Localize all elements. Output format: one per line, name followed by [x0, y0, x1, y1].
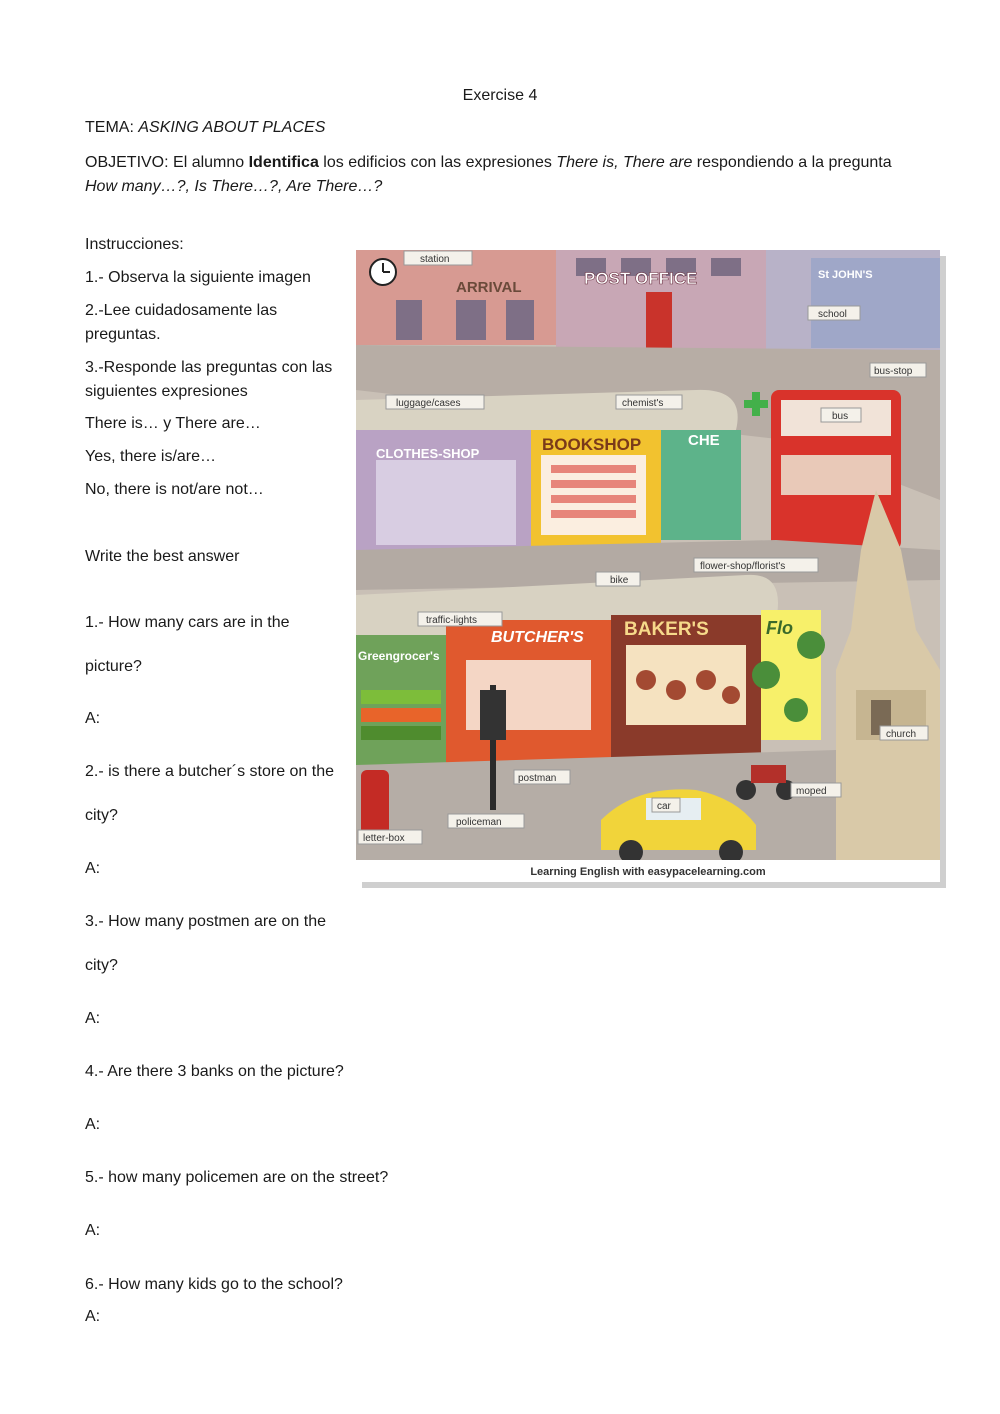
label-bus-stop: bus-stop — [874, 366, 913, 377]
exercise-title: Exercise 4 — [462, 87, 538, 104]
question-4: 4.- Are there 3 banks on the picture? — [85, 1063, 344, 1080]
objetivo-bold: Identifica — [248, 154, 319, 171]
tema-line — [85, 118, 325, 138]
instruction-step: No, there is not/are not… — [85, 481, 264, 498]
picture-credit: Learning English with easypacelearning.com — [530, 866, 766, 878]
label-bus: bus — [832, 411, 849, 422]
label-station: station — [420, 254, 450, 265]
question-1: 1.- How many cars are in the — [85, 614, 290, 631]
instruction-step: siguientes expresiones — [85, 383, 248, 400]
question-2: 2.- is there a butcher´s store on the — [85, 763, 335, 780]
objetivo-paragraph — [85, 151, 925, 199]
label-flower-shop: flower-shop/florist's — [700, 561, 786, 572]
answer-label: A: — [85, 710, 101, 727]
instructions-heading: Instrucciones: — [85, 236, 184, 253]
question-5: 5.- how many policemen are on the street? — [85, 1169, 389, 1186]
objetivo-text-1: OBJETIVO: El alumno — [85, 154, 249, 171]
instruction-step: There is… y There are… — [85, 415, 261, 432]
label-car: car — [657, 801, 671, 812]
objetivo-text-2: los edificios con las expresiones — [318, 154, 557, 171]
label-traffic-lights: traffic-lights — [426, 615, 477, 626]
sign-bakers: BAKER'S — [624, 619, 709, 640]
label-bike: bike — [610, 575, 629, 586]
label-moped: moped — [796, 786, 827, 797]
sign-post-office: POST OFFICE — [584, 269, 698, 288]
label-church: church — [886, 729, 917, 740]
label-school: school — [818, 309, 847, 320]
sign-butchers: BUTCHER'S — [491, 629, 584, 646]
objetivo-text-3: respondiendo a la pregunta — [692, 154, 892, 171]
label-policeman: policeman — [456, 817, 502, 828]
write-label: Write the best answer — [85, 548, 240, 565]
objetivo-italic-2: How many…?, Is There…?, Are There…? — [85, 178, 383, 195]
answer-label: A: — [85, 1010, 101, 1027]
sign-chemist: CHE — [688, 432, 720, 449]
instruction-step: 2.-Lee cuidadosamente las — [85, 302, 278, 319]
question-6: 6.- How many kids go to the school? — [85, 1276, 343, 1293]
tema-value: ASKING ABOUT PLACES — [138, 119, 326, 136]
instruction-step: 1.- Observa la siguiente imagen — [85, 269, 311, 286]
question-1-cont: picture? — [85, 658, 142, 675]
sign-arrival: ARRIVAL — [456, 279, 522, 296]
objetivo-italic-1: There is, There are — [556, 154, 693, 171]
instruction-step: preguntas. — [85, 326, 161, 343]
sign-bookshop: BOOKSHOP — [542, 435, 642, 454]
question-3-cont: city? — [85, 957, 118, 974]
sign-clothes-shop: CLOTHES-SHOP — [376, 446, 480, 461]
tema-label: TEMA: — [85, 119, 139, 136]
label-luggage: luggage/cases — [396, 398, 461, 409]
question-2-cont: city? — [85, 807, 118, 824]
instruction-step: Yes, there is/are… — [85, 448, 217, 465]
answer-label: A: — [85, 1222, 101, 1239]
sign-st-johns: St JOHN'S — [818, 269, 873, 281]
question-3: 3.- How many postmen are on the — [85, 913, 327, 930]
answer-label: A: — [85, 1308, 101, 1325]
answer-label: A: — [85, 1116, 101, 1133]
answer-label: A: — [85, 860, 101, 877]
sign-florist: Flo — [766, 618, 793, 638]
label-chemists: chemist's — [622, 398, 664, 409]
sign-greengrocers: Greengrocer's — [358, 649, 440, 663]
label-letter-box: letter-box — [363, 833, 405, 844]
instruction-step: 3.-Responde las preguntas con las — [85, 359, 333, 376]
label-postman: postman — [518, 773, 557, 784]
town-scene-picture — [356, 250, 940, 882]
